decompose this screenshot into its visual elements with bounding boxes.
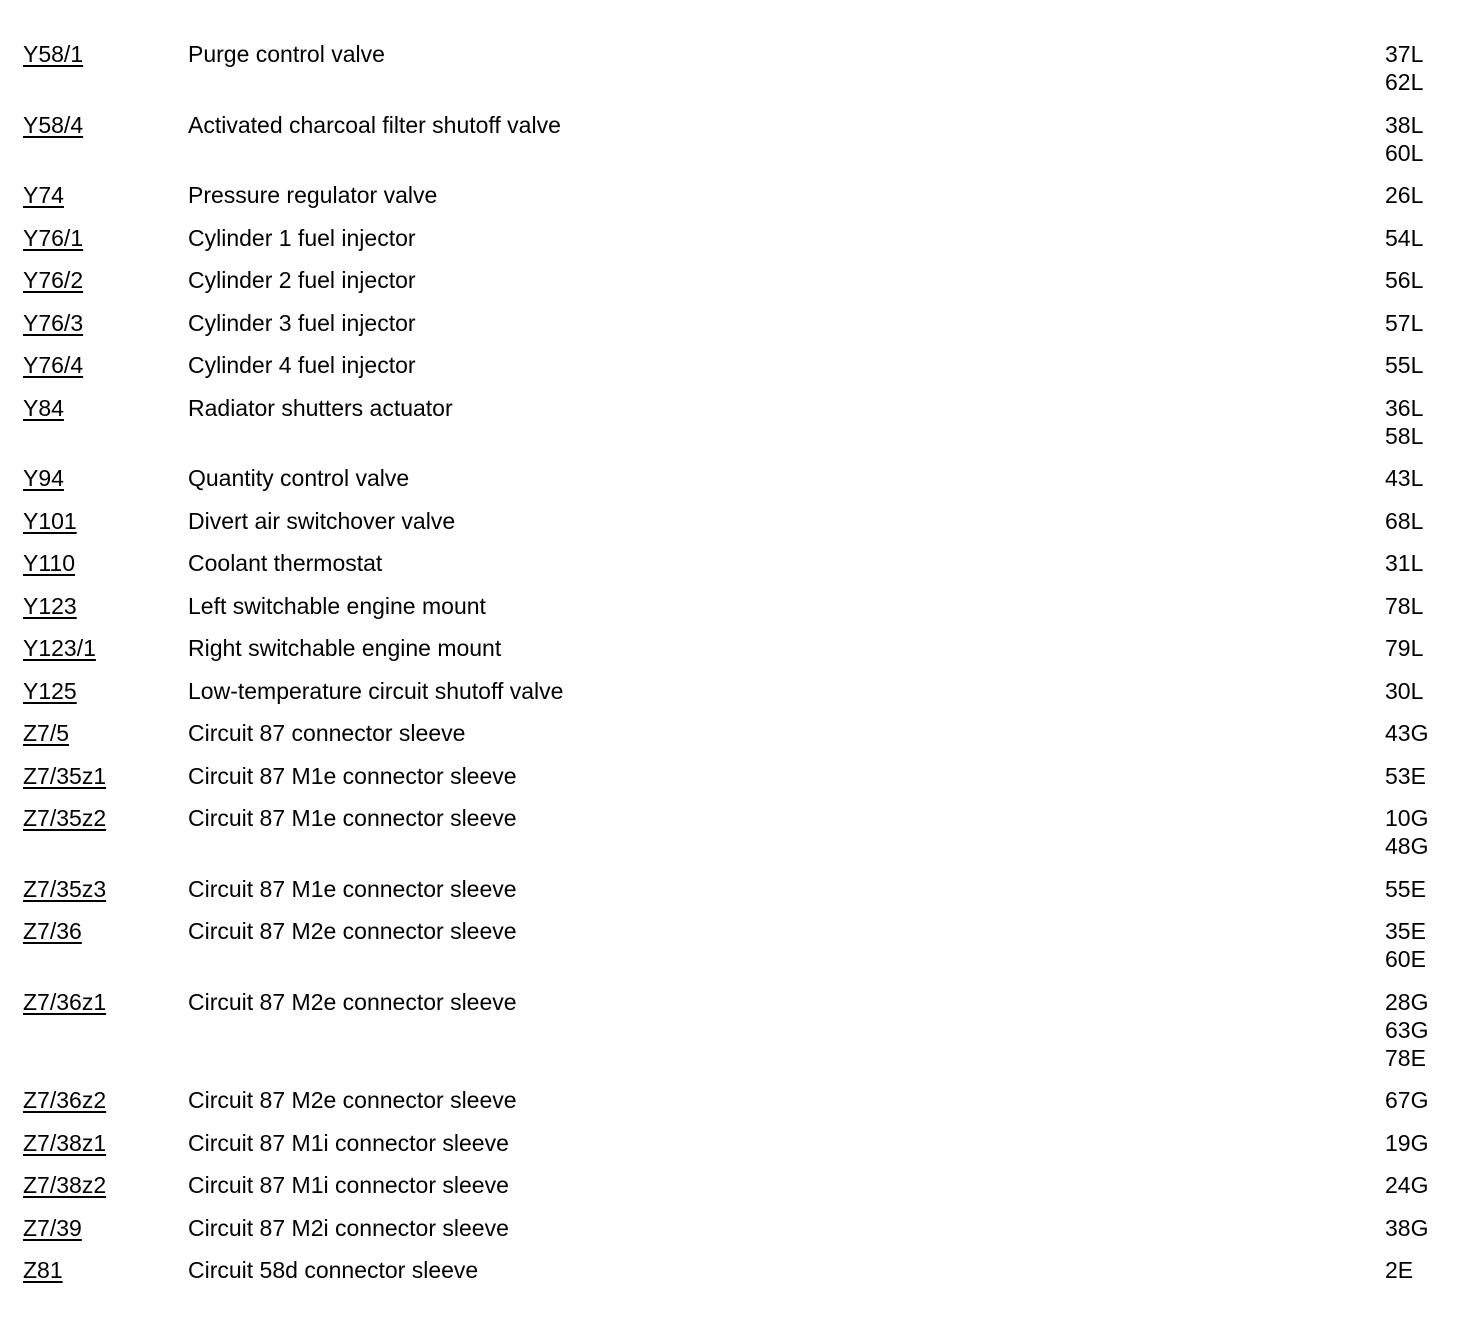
grid-location-list xyxy=(1385,1086,1472,1114)
component-code-link[interactable]: Y101 xyxy=(23,507,77,534)
component-code-link[interactable]: Z7/38z1 xyxy=(23,1129,107,1156)
grid-location-list xyxy=(1385,634,1472,662)
grid-location-list xyxy=(1385,875,1472,903)
grid-location: 43G xyxy=(1385,720,1429,746)
grid-location-list xyxy=(1385,111,1472,167)
list-item xyxy=(0,917,1472,988)
grid-location: 67G xyxy=(1385,1087,1429,1113)
component-description: Circuit 87 M1e connector sleeve xyxy=(188,875,517,902)
grid-location: 79L xyxy=(1385,635,1424,661)
list-item xyxy=(0,1129,1472,1172)
grid-location: 60L xyxy=(1385,139,1424,166)
grid-location-list xyxy=(1385,762,1472,790)
component-code-link[interactable]: Y94 xyxy=(23,465,64,491)
component-description: Circuit 87 connector sleeve xyxy=(188,720,466,746)
list-item xyxy=(0,634,1472,677)
component-code-link[interactable]: Y58/4 xyxy=(23,111,84,138)
component-code-link[interactable]: Y76/3 xyxy=(23,309,84,336)
component-code-link[interactable]: Z7/35z3 xyxy=(23,875,107,902)
list-item xyxy=(0,351,1472,394)
grid-location-list xyxy=(1385,1171,1472,1199)
grid-location-list xyxy=(1385,804,1472,860)
grid-location: 37L xyxy=(1385,41,1424,67)
grid-location-list xyxy=(1385,549,1472,577)
list-item xyxy=(0,1214,1472,1257)
grid-location-list xyxy=(1385,40,1472,96)
grid-location: 78L xyxy=(1385,592,1424,619)
list-item xyxy=(0,592,1472,635)
grid-location: 54L xyxy=(1385,224,1424,251)
component-code-link[interactable]: Y76/4 xyxy=(23,352,84,378)
grid-location: 78E xyxy=(1385,1044,1426,1071)
component-description: Left switchable engine mount xyxy=(188,592,486,619)
component-description: Cylinder 2 fuel injector xyxy=(188,267,416,293)
grid-location: 63G xyxy=(1385,1016,1429,1043)
component-description: Cylinder 3 fuel injector xyxy=(188,309,416,336)
component-list xyxy=(0,40,1472,1299)
grid-location: 55L xyxy=(1385,352,1424,378)
component-code-link[interactable]: Z81 xyxy=(23,1257,63,1283)
component-code-link[interactable]: Y110 xyxy=(23,550,76,576)
grid-location: 62L xyxy=(1385,69,1424,95)
grid-location: 43L xyxy=(1385,465,1424,491)
component-code-link[interactable]: Y123/1 xyxy=(23,635,96,661)
component-description: Pressure regulator valve xyxy=(188,182,438,208)
grid-location: 31L xyxy=(1385,550,1424,576)
component-description: Circuit 87 M2e connector sleeve xyxy=(188,988,517,1015)
component-description: Circuit 87 M1e connector sleeve xyxy=(188,762,517,789)
component-code-link[interactable]: Z7/35z1 xyxy=(23,762,107,789)
component-description: Cylinder 4 fuel injector xyxy=(188,352,416,378)
component-description: Divert air switchover valve xyxy=(188,507,456,534)
grid-location: 56L xyxy=(1385,267,1424,293)
component-description: Circuit 87 M2e connector sleeve xyxy=(188,918,517,944)
grid-location-list xyxy=(1385,988,1472,1072)
list-item xyxy=(0,1256,1472,1299)
grid-location-list xyxy=(1385,181,1472,209)
grid-location: 30L xyxy=(1385,677,1424,704)
grid-location: 24G xyxy=(1385,1172,1429,1198)
component-description: Radiator shutters actuator xyxy=(188,394,453,421)
component-code-link[interactable]: Z7/35z2 xyxy=(23,805,107,831)
grid-location-list xyxy=(1385,1129,1472,1157)
grid-location: 57L xyxy=(1385,309,1424,336)
list-item xyxy=(0,1086,1472,1129)
list-item xyxy=(0,40,1472,111)
list-item xyxy=(0,181,1472,224)
grid-location-list xyxy=(1385,1256,1472,1284)
grid-location: 53E xyxy=(1385,762,1426,789)
component-code-link[interactable]: Z7/39 xyxy=(23,1214,82,1241)
grid-location-list xyxy=(1385,266,1472,294)
component-description: Circuit 87 M1i connector sleeve xyxy=(188,1172,509,1198)
grid-location: 2E xyxy=(1385,1257,1414,1283)
grid-location-list xyxy=(1385,592,1472,620)
component-code-link[interactable]: Y76/2 xyxy=(23,267,84,293)
list-item xyxy=(0,224,1472,267)
component-description: Activated charcoal filter shutoff valve xyxy=(188,111,561,138)
grid-location-list xyxy=(1385,351,1472,379)
grid-location-list xyxy=(1385,1214,1472,1242)
grid-location: 38L xyxy=(1385,111,1424,138)
component-description: Circuit 87 M2i connector sleeve xyxy=(188,1214,509,1241)
grid-location-list xyxy=(1385,677,1472,705)
component-description: Circuit 87 M1e connector sleeve xyxy=(188,805,517,831)
grid-location-list xyxy=(1385,719,1472,747)
list-item xyxy=(0,266,1472,309)
component-code-link[interactable]: Z7/36z2 xyxy=(23,1087,107,1113)
list-item xyxy=(0,804,1472,875)
list-item xyxy=(0,309,1472,352)
list-item xyxy=(0,719,1472,762)
component-code-link[interactable]: Y58/1 xyxy=(23,41,84,67)
grid-location: 36L xyxy=(1385,394,1424,421)
list-item xyxy=(0,549,1472,592)
grid-location: 60E xyxy=(1385,946,1426,972)
component-description: Low-temperature circuit shutoff valve xyxy=(188,677,564,704)
component-description: Right switchable engine mount xyxy=(188,635,502,661)
component-description: Coolant thermostat xyxy=(188,550,383,576)
grid-location: 10G xyxy=(1385,805,1429,831)
grid-location: 28G xyxy=(1385,988,1429,1015)
component-description: Circuit 87 M2e connector sleeve xyxy=(188,1087,517,1113)
list-item xyxy=(0,507,1472,550)
component-code-link[interactable]: Z7/36 xyxy=(23,918,82,944)
grid-location-list xyxy=(1385,917,1472,973)
grid-location: 38G xyxy=(1385,1214,1429,1241)
grid-location: 19G xyxy=(1385,1129,1429,1156)
grid-location: 26L xyxy=(1385,182,1424,208)
list-item xyxy=(0,1171,1472,1214)
component-code-link[interactable]: Z7/5 xyxy=(23,720,70,746)
component-description: Purge control valve xyxy=(188,41,385,67)
grid-location-list xyxy=(1385,309,1472,337)
component-code-link[interactable]: Y74 xyxy=(23,182,64,208)
grid-location: 68L xyxy=(1385,507,1424,534)
component-code-link[interactable]: Z7/36z1 xyxy=(23,988,107,1015)
component-code-link[interactable]: Y125 xyxy=(23,677,77,704)
grid-location-list xyxy=(1385,394,1472,450)
component-code-link[interactable]: Y84 xyxy=(23,394,64,421)
grid-location-list xyxy=(1385,507,1472,535)
grid-location: 35E xyxy=(1385,918,1426,944)
list-item xyxy=(0,988,1472,1087)
grid-location: 58L xyxy=(1385,422,1424,449)
list-item xyxy=(0,111,1472,182)
list-item xyxy=(0,464,1472,507)
list-item xyxy=(0,762,1472,805)
grid-location: 55E xyxy=(1385,875,1426,902)
list-item xyxy=(0,677,1472,720)
grid-location-list xyxy=(1385,464,1472,492)
list-item xyxy=(0,875,1472,918)
component-code-link[interactable]: Y123 xyxy=(23,592,77,619)
component-description: Quantity control valve xyxy=(188,465,410,491)
component-description: Cylinder 1 fuel injector xyxy=(188,224,416,251)
component-code-link[interactable]: Z7/38z2 xyxy=(23,1172,107,1198)
component-code-link[interactable]: Y76/1 xyxy=(23,224,84,251)
grid-location-list xyxy=(1385,224,1472,252)
component-description: Circuit 87 M1i connector sleeve xyxy=(188,1129,509,1156)
grid-location: 48G xyxy=(1385,833,1429,859)
component-description: Circuit 58d connector sleeve xyxy=(188,1257,479,1283)
list-item xyxy=(0,394,1472,465)
